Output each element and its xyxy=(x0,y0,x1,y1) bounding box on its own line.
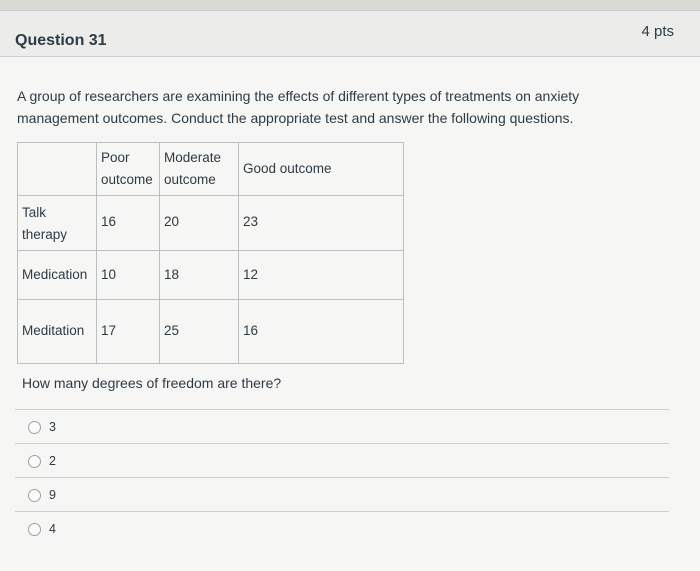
followup-question: How many degrees of freedom are there? xyxy=(22,375,282,391)
table-cell: 16 xyxy=(97,196,160,251)
question-points: 4 pts xyxy=(641,23,674,40)
question-header xyxy=(0,11,700,57)
answer-option[interactable] xyxy=(15,409,669,443)
table-row xyxy=(18,251,404,300)
table-cell: 10 xyxy=(97,251,160,300)
table-cell: 12 xyxy=(239,251,404,300)
answer-option[interactable] xyxy=(15,511,669,545)
answer-option[interactable] xyxy=(15,443,669,477)
answer-option[interactable] xyxy=(15,477,669,511)
answer-label: 4 xyxy=(49,522,56,536)
table-cell: 17 xyxy=(97,300,160,364)
table-row xyxy=(18,300,404,364)
question-prompt: A group of researchers are examining the effects of different types of treatments on anxiety management outcomes. Conduct the appropriate test and answer the following questions. xyxy=(17,88,580,126)
table-header-cell: Moderate outcome xyxy=(160,143,239,196)
table-cell: 25 xyxy=(160,300,239,364)
table-row-label: Talk therapy xyxy=(18,196,97,251)
table-cell: 23 xyxy=(239,196,404,251)
table-row-label: Medication xyxy=(18,251,97,300)
table-corner-cell xyxy=(18,143,97,196)
radio-button[interactable] xyxy=(28,523,41,536)
answer-list xyxy=(15,409,669,545)
question-title: Question 31 xyxy=(15,32,107,49)
table-cell: 16 xyxy=(239,300,404,364)
radio-button[interactable] xyxy=(28,455,41,468)
table-row-label: Meditation xyxy=(18,300,97,364)
contingency-table xyxy=(17,142,404,364)
table-header-row xyxy=(18,143,404,196)
question-card xyxy=(0,10,700,571)
radio-button[interactable] xyxy=(28,489,41,502)
table-header-cell: Good outcome xyxy=(239,143,404,196)
table-row xyxy=(18,196,404,251)
table-header-cell: Poor outcome xyxy=(97,143,160,196)
table-cell: 20 xyxy=(160,196,239,251)
answer-label: 9 xyxy=(49,488,56,502)
radio-button[interactable] xyxy=(28,421,41,434)
answer-label: 2 xyxy=(49,454,56,468)
answer-label: 3 xyxy=(49,420,56,434)
table-cell: 18 xyxy=(160,251,239,300)
